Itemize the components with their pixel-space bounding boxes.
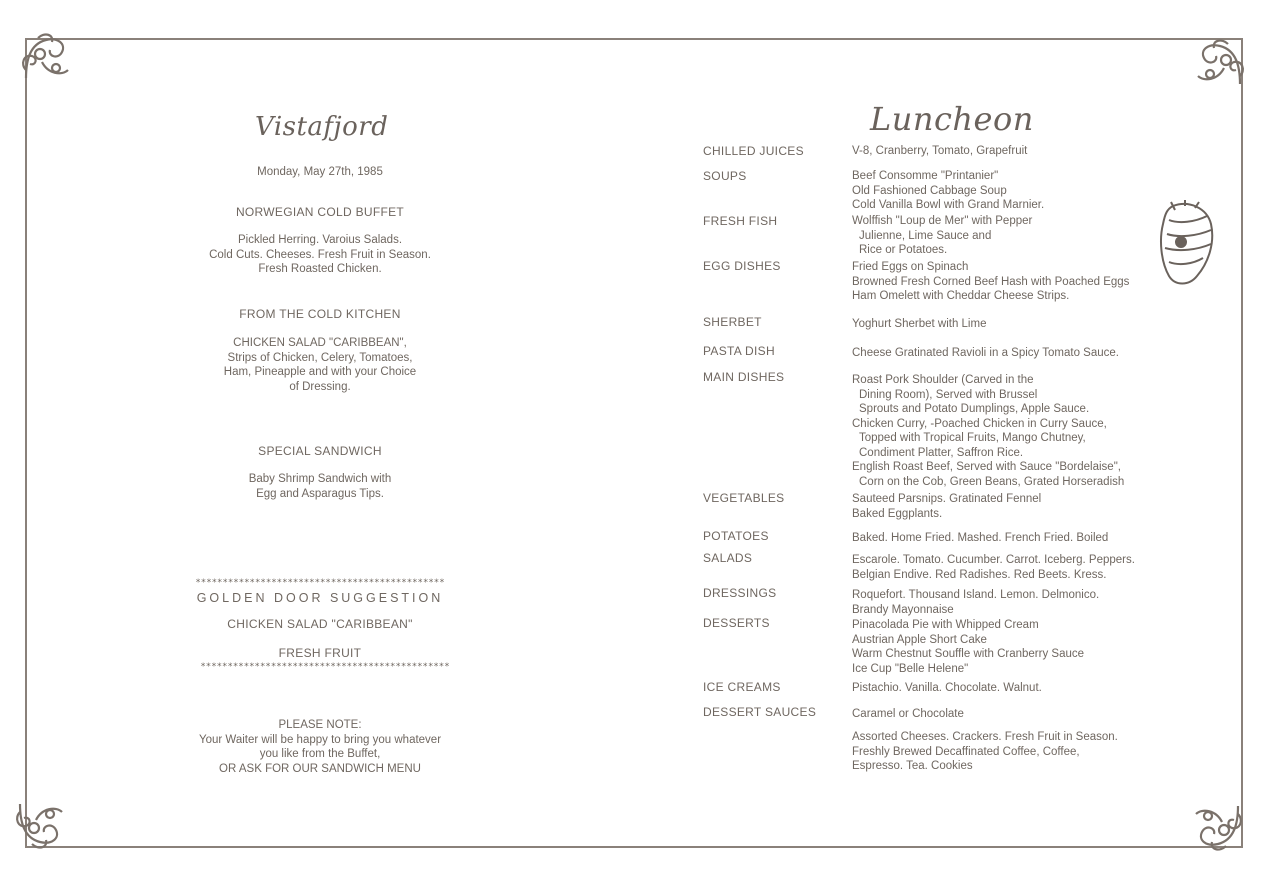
menu-item-line: Browned Fresh Corned Beef Hash with Poached Eggs	[852, 275, 1130, 288]
menu-items	[852, 214, 1162, 258]
corner-ornament-icon	[12, 796, 68, 852]
menu-item-line: Yoghurt Sherbet with Lime	[852, 318, 987, 330]
menu-items	[852, 169, 1162, 213]
menu-item-line: Roquefort. Thousand Island. Lemon. Delmonico.	[852, 589, 1100, 601]
menu-category: DESSERT SAUCES	[703, 705, 817, 719]
cold-kitchen-heading: FROM THE COLD KITCHEN	[239, 307, 401, 321]
menu-category: DRESSINGS	[703, 586, 777, 600]
menu-item-line: Cheese Gratinated Ravioli in a Spicy Tomato Sauce.	[852, 347, 1119, 359]
buffet-heading: NORWEGIAN COLD BUFFET	[235, 205, 405, 219]
menu-item-line: Beef Consomme "Printanier"	[852, 170, 999, 182]
menu-items	[852, 260, 1162, 304]
menu-item-line: Caramel or Chocolate	[852, 708, 964, 720]
menu-date: Monday, May 27th, 1985	[257, 166, 383, 178]
menu-category: SOUPS	[703, 169, 747, 183]
menu-items	[852, 317, 1162, 332]
menu-item-line: Pistachio. Vanilla. Chocolate. Walnut.	[852, 682, 1042, 694]
menu-item-line: Escarole. Tomato. Cucumber. Carrot. Iceberg. Peppers.	[852, 554, 1135, 566]
sandwich-text: Baby Shrimp Sandwich with Egg and Asparagus Tips.	[248, 473, 392, 500]
menu-item-line: Condiment Platter, Saffron Rice.	[859, 446, 1024, 459]
menu-item-line: Dining Room), Served with Brussel	[859, 388, 1038, 401]
menu-item-line: Espresso. Tea. Cookies	[852, 760, 973, 772]
golden-door-item: FRESH FRUIT	[278, 646, 362, 660]
corner-ornament-icon	[1190, 798, 1246, 854]
menu-item-line: Julienne, Lime Sauce and	[859, 229, 992, 242]
menu-item-line: Ice Cup "Belle Helene"	[852, 662, 969, 675]
buffet-text: Pickled Herring. Varoius Salads. Cold Cuts. Cheeses. Fresh Fruit in Season. Fresh Roasted Chicken.	[209, 234, 431, 275]
menu-item-line: Old Fashioned Cabbage Soup	[852, 184, 1007, 197]
menu-item-line: Corn on the Cob, Green Beans, Grated Horseradish	[859, 475, 1125, 488]
menu-category: SALADS	[703, 551, 753, 565]
menu-items	[852, 707, 1162, 722]
menu-items	[852, 553, 1162, 582]
menu-category: PASTA DISH	[703, 344, 775, 358]
golden-door-item: CHICKEN SALAD "CARIBBEAN"	[227, 617, 413, 631]
menu-item-line: Baked Eggplants.	[852, 507, 943, 520]
menu-item-line: Wolffish "Loup de Mer" with Pepper	[852, 215, 1033, 227]
ship-name-logo: Vistafjord	[255, 112, 389, 142]
menu-item-line: Brandy Mayonnaise	[852, 603, 954, 616]
menu-item-line: Sauteed Parsnips. Gratinated Fennel	[852, 493, 1042, 505]
menu-item-line: English Roast Beef, Served with Sauce "Bordelaise",	[852, 461, 1121, 473]
menu-item-line: V-8, Cranberry, Tomato, Grapefruit	[852, 145, 1028, 157]
menu-items	[852, 588, 1162, 617]
divider-stars: **********************************************	[195, 578, 445, 588]
menu-item-line: Pinacolada Pie with Whipped Cream	[852, 619, 1039, 631]
menu-item-line: Warm Chestnut Souffle with Cranberry Sauce	[852, 648, 1085, 660]
menu-item-line: Fried Eggs on Spinach	[852, 261, 969, 273]
menu-items	[852, 492, 1162, 521]
divider-stars: **********************************************	[200, 662, 450, 672]
sandwich-heading: SPECIAL SANDWICH	[258, 444, 382, 458]
menu-item-line: Topped with Tropical Fruits, Mango Chutney,	[859, 432, 1086, 444]
menu-category: VEGETABLES	[703, 491, 785, 505]
menu-item-line: Rice or Potatoes.	[859, 244, 948, 256]
menu-category: FRESH FISH	[703, 214, 778, 228]
menu-items	[852, 346, 1162, 361]
menu-item-line: Freshly Brewed Decaffinated Coffee, Coffee,	[852, 745, 1080, 758]
menu-item-line: Sprouts and Potato Dumplings, Apple Sauce.	[859, 403, 1090, 415]
menu-category: DESSERTS	[703, 616, 770, 630]
menu-item-line: Assorted Cheeses. Crackers. Fresh Fruit in Season.	[852, 731, 1118, 743]
menu-category: SHERBET	[703, 315, 762, 329]
fish-illustration-icon	[1155, 200, 1215, 290]
cold-kitchen-text: CHICKEN SALAD "CARIBBEAN", Strips of Chicken, Celery, Tomatoes, Ham, Pineapple and with your Choice of Dressing.	[223, 337, 417, 393]
menu-item-line: Chicken Curry, -Poached Chicken in Curry Sauce,	[852, 417, 1107, 430]
menu-item-line: Roast Pork Shoulder (Carved in the	[852, 374, 1034, 386]
menu-items	[852, 730, 1162, 774]
corner-ornament-icon	[18, 30, 74, 86]
menu-item-line: Belgian Endive. Red Radishes. Red Beets. Kress.	[852, 568, 1107, 581]
menu-category: CHILLED JUICES	[703, 144, 804, 158]
menu-category: MAIN DISHES	[703, 370, 785, 384]
menu-item-line: Austrian Apple Short Cake	[852, 633, 987, 646]
menu-item-line: Ham Omelett with Cheddar Cheese Strips.	[852, 290, 1070, 302]
menu-item-line: Baked. Home Fried. Mashed. French Fried. Boiled	[852, 532, 1109, 544]
corner-ornament-icon	[1192, 36, 1248, 92]
menu-category: ICE CREAMS	[703, 680, 781, 694]
menu-category: EGG DISHES	[703, 259, 781, 273]
menu-items	[852, 618, 1162, 676]
menu-items	[852, 373, 1162, 489]
menu-items	[852, 144, 1162, 159]
menu-items	[852, 681, 1162, 696]
menu-category: POTATOES	[703, 529, 769, 543]
menu-item-line: Cold Vanilla Bowl with Grand Marnier.	[852, 199, 1045, 211]
golden-door-heading: GOLDEN DOOR SUGGESTION	[196, 591, 444, 605]
menu-items	[852, 531, 1162, 546]
please-note: PLEASE NOTE: Your Waiter will be happy to bring you whatever you like from the Buffet, OR ASK FOR OUR SANDWICH MENU	[198, 719, 442, 775]
luncheon-title: Luncheon	[870, 100, 1034, 138]
